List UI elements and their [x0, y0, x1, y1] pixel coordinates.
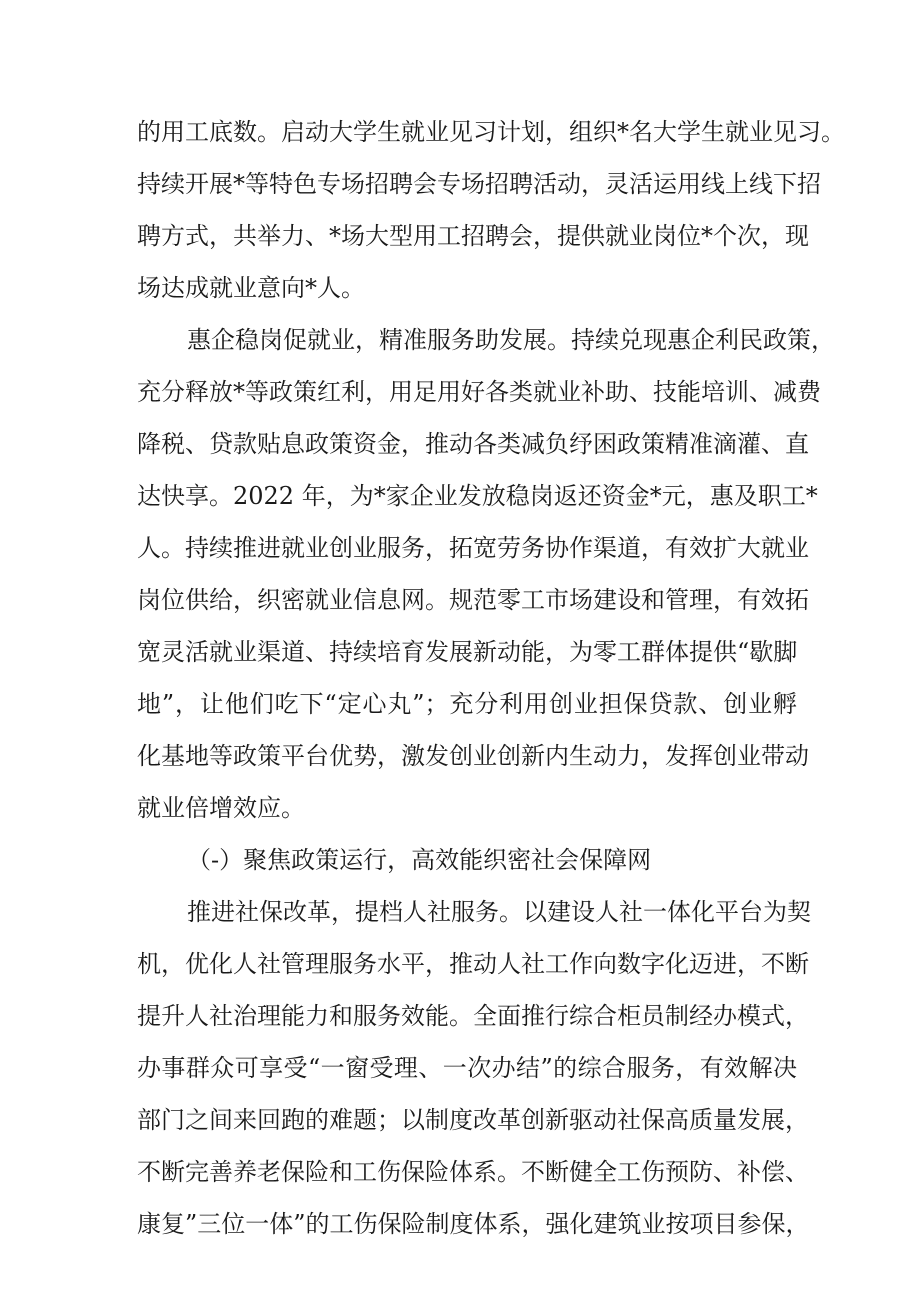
text-line: 地”，让他们吃下“定心丸”；充分利用创业担保贷款、创业孵 [137, 690, 797, 718]
text-line: 降税、贷款贴息政策资金，推动各类减负纾困政策精准滴灌、直 [137, 430, 809, 458]
text-line: 提升人社治理能力和服务效能。全面推行综合柜员制经办模式， [137, 1002, 809, 1030]
text-line: 聘方式，共举力、*场大型用工招聘会，提供就业岗位*个次，现 [137, 222, 809, 250]
text-line: 宽灵活就业渠道、持续培育发展新动能，为零工群体提供“歇脚 [137, 638, 798, 666]
section-heading: （-）聚焦政策运行，高效能织密社会保障网 [187, 846, 652, 874]
text-line: 就业倍增效应。 [137, 794, 305, 822]
text-line: 充分释放*等政策红利，用足用好各类就业补助、技能培训、减费 [137, 378, 821, 406]
text-line: 场达成就业意向*人。 [137, 274, 365, 302]
text-line: 人。持续推进就业创业服务，拓宽劳务协作渠道，有效扩大就业 [137, 534, 809, 562]
text-line: 不断完善养老保险和工伤保险体系。不断健全工伤预防、补偿、 [137, 1158, 809, 1186]
paragraph-first-line: 惠企稳岗促就业，精准服务助发展。持续兑现惠企利民政策， [187, 326, 835, 354]
text-line: 办事群众可享受“一窗受理、一次办结”的综合服务，有效解决 [137, 1054, 797, 1082]
text-line: 岗位供给，织密就业信息网。规范零工市场建设和管理，有效拓 [137, 586, 809, 614]
text-line: 化基地等政策平台优势，激发创业创新内生动力，发挥创业带动 [137, 742, 809, 770]
text-line: 机，优化人社管理服务水平，推动人社工作向数字化迈进，不断 [137, 950, 809, 978]
text-line: 达快享。2022 年，为*家企业发放稳岗返还资金*元，惠及职工* [137, 482, 818, 510]
text-line: 的用工底数。启动大学生就业见习计划，组织*名大学生就业见习。 [137, 118, 845, 146]
text-line: 持续开展*等特色专场招聘会专场招聘活动，灵活运用线上线下招 [137, 170, 821, 198]
text-line: 部门之间来回跑的难题；以制度改革创新驱动社保高质量发展， [137, 1106, 809, 1134]
text-line: 康复”三位一体”的工伤保险制度体系，强化建筑业按项目参保， [137, 1210, 810, 1238]
paragraph-first-line: 推进社保改革，提档人社服务。以建设人社一体化平台为契 [187, 898, 811, 926]
